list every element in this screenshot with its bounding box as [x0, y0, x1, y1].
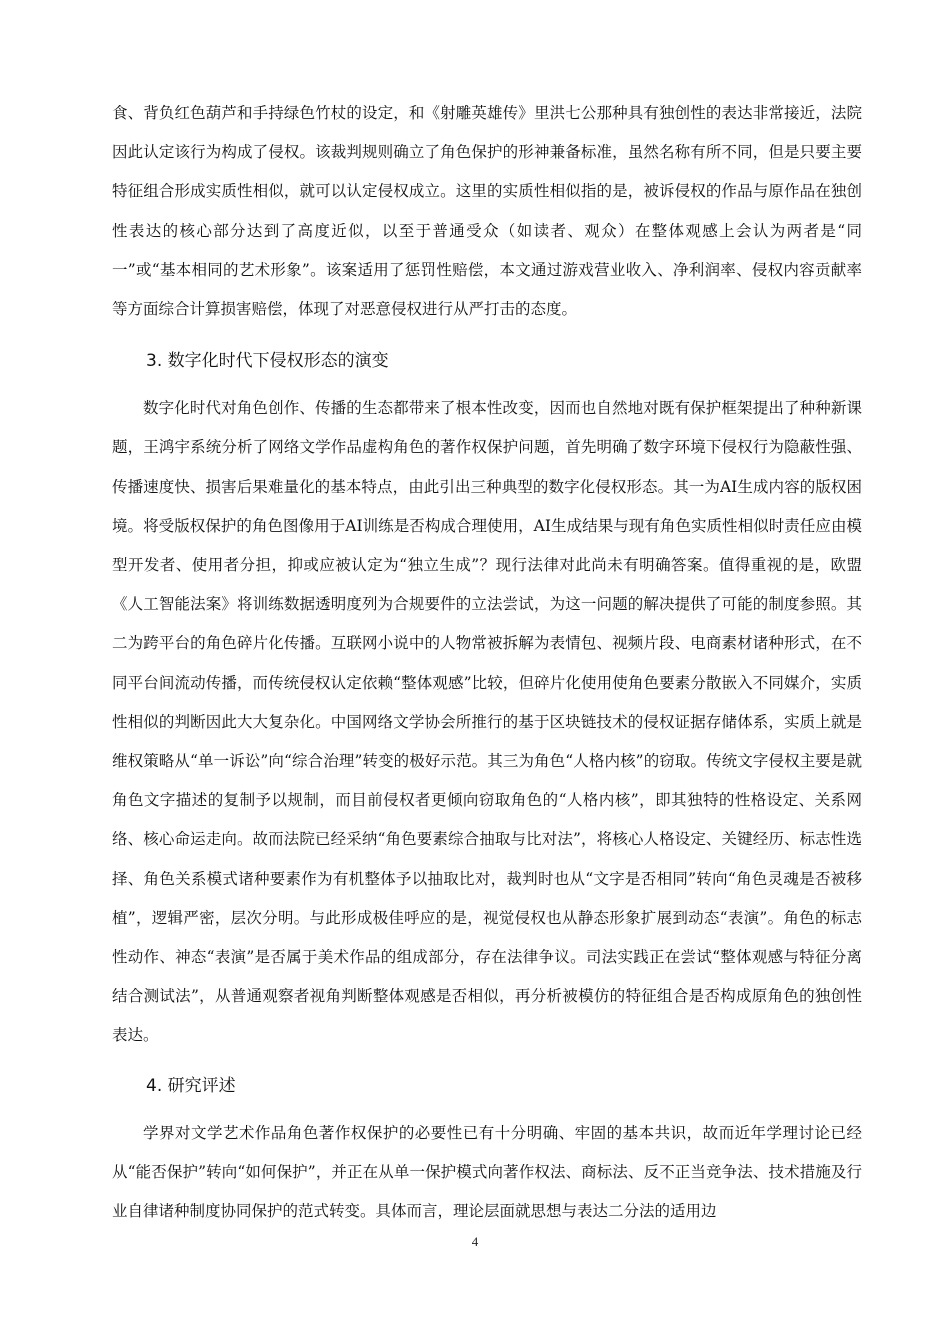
section-heading-3: 3. 数字化时代下侵权形态的演变: [146, 351, 389, 372]
document-body: [112, 94, 862, 1231]
body-paragraph-2: 数字化时代对角色创作、传播的生态都带来了根本性改变，因而也自然地对既有保护框架提出了种种新课题，王鸿宇系统分析了网络文学作品虚构角色的著作权保护问题，首先明确了数字环境下侵权行为隐蔽性强、传播速度快、损害后果难量化的基本特点，由此引出三种典型的数字化侵权形态。其一为AI生成内容的版权困境。将受版权保护的角色图像用于AI训练是否构成合理使用，AI生成结果与现有角色实质性相似时责任应由模型开发者、使用者分担，抑或应被认定为“独立生成”？现行法律对此尚未有明确答案。值得重视的是，欧盟《人工智能法案》将训练数据透明度列为合规要件的立法尝试，为这一问题的解决提供了可能的制度参照。其二为跨平台的角色碎片化传播。互联网小说中的人物常被拆解为表情包、视频片段、电商素材诸种形式，在不同平台间流动传播，而传统侵权认定依赖“整体观感”比较，但碎片化使用使角色要素分散嵌入不同媒介，实质性相似的判断因此大大复杂化。中国网络文学协会所推行的基于区块链技术的侵权证据存储体系，实质上就是维权策略从“单一诉讼”向“综合治理”转变的极好示范。其三为角色“人格内核”的窃取。传统文字侵权主要是就角色文字描述的复制予以规制，而目前侵权者更倾向窃取角色的“人格内核”，即其独特的性格设定、关系网络、核心命运走向。故而法院已经采纳“角色要素综合抽取与比对法”，将核心人格设定、关键经历、标志性选择、角色关系模式诸种要素作为有机整体予以抽取比对，裁判时也从“文字是否相同”转向“角色灵魂是否被移植”，逻辑严密，层次分明。与此形成极佳呼应的是，视觉侵权也从静态形象扩展到动态“表演”。角色的标志性动作、神态“表演”是否属于美术作品的组成部分，存在法律争议。司法实践正在尝试“整体观感与特征分离结合测试法”，从普通观察者视角判断整体观感是否相似，再分析被模仿的特征组合是否构成原角色的独创性表达。: [112, 399, 862, 1045]
page-number: 4: [471, 1234, 479, 1249]
body-paragraph-3: 学界对文学艺术作品角色著作权保护的必要性已有十分明确、牢固的基本共识，故而近年学理讨论已经从“能否保护”转向“如何保护”，并正在从单一保护模式向著作权法、商标法、反不正当竞争法、技术措施及行业自律诸种制度协同保护的范式转变。具体而言，理论层面就思想与表达二分法的适用边: [112, 1123, 862, 1221]
body-paragraph-1: 食、背负红色葫芦和手持绿色竹杖的设定，和《射雕英雄传》里洪七公那种具有独创性的表达非常接近，法院因此认定该行为构成了侵权。该裁判规则确立了角色保护的形神兼备标准，虽然名称有所不同，但是只要主要特征组合形成实质性相似，就可以认定侵权成立。这里的实质性相似指的是，被诉侵权的作品与原作品在独创性表达的核心部分达到了高度近似，以至于普通受众（如读者、观众）在整体观感上会认为两者是“同一”或“基本相同的艺术形象”。该案适用了惩罚性赔偿，本文通过游戏营业收入、净利润率、侵权内容贡献率等方面综合计算损害赔偿，体现了对恶意侵权进行从严打击的态度。: [112, 104, 862, 319]
section-heading-4: 4. 研究评述: [146, 1075, 236, 1096]
